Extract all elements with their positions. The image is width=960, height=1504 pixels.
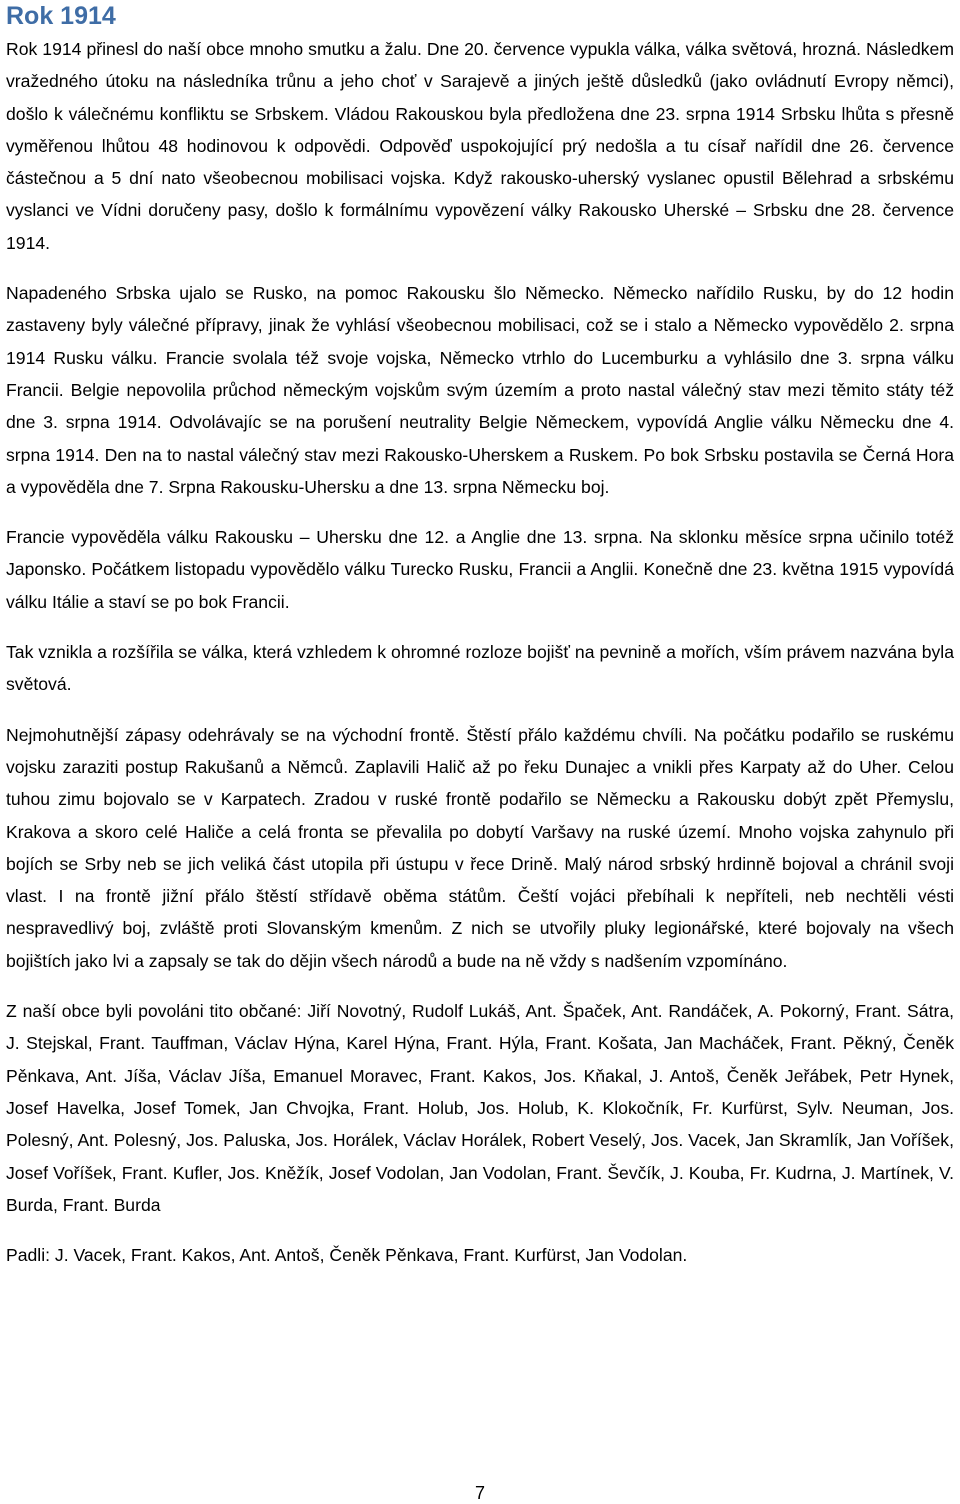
page-number: 7 [474, 1483, 485, 1503]
paragraph-declarations: Napadeného Srbska ujalo se Rusko, na pomoc Rakousku šlo Německo. Německo nařídilo Rusku, by do 12 hodin zastaveny byly válečné přípravy, jinak že vyhlásí všeobecnou mobilisaci, což se i stalo a Německo vypovědělo 2. srpna 1914 Rusku válku. Francie svolala též svoje vojska, Německo vtrhlo do Lucemburku a vyhlásilo dne 3. srpna válku Francii. Belgie nepovolila průchod německým vojskům svým územím a proto nastal válečný stav mezi těmito státy též dne 3. srpna 1914. Odvolávajíc se na porušení neutrality Belgie Německem, vypovídá Anglie válku Německu dne 4. srpna 1914. Den na to nastal válečný stav mezi Rakousko-Uherskem a Ruskem. Po bok Srbsku postavila se Černá Hora a vypověděla dne 7. Srpna Rakousku-Uhersku a dne 13. srpna Německu boj. [6, 283, 954, 497]
paragraph-conscripted-citizens: Z naší obce byli povoláni tito občané: Jiří Novotný, Rudolf Lukáš, Ant. Špaček, Ant. Randáček, A. Pokorný, Frant. Sátra, J. Stejskal, Frant. Tauffman, Václav Hýna, Karel Hýna, Frant. Hýla, Frant. Košata, Jan Macháček, Frant. Pěkný, Čeněk Pěnkava, Ant. Jíša, Václav Jíša, Emanuel Moravec, Frant. Kakos, Jos. Kňakal, J. Antoš, Čeněk Jeřábek, Petr Hynek, Josef Havelka, Josef Tomek, Jan Chvojka, Frant. Holub, Jos. Holub, K. Klokočník, Fr. Kurfürst, Sylv. Neuman, Jos. Polesný, Ant. Polesný, Jos. Paluska, Jos. Horálek, Václav Horálek, Robert Veselý, Jos. Vacek, Jan Skramlík, Jan Voříšek, Josef Voříšek, Frant. Kufler, Jos. Kněžík, Josef Vodolan, Jan Vodolan, Frant. Ševčík, J. Kouba, Fr. Kudrna, J. Martínek, V. Burda, Frant. Burda [6, 1001, 954, 1215]
paragraph-war-outbreak: Rok 1914 přinesl do naší obce mnoho smutku a žalu. Dne 20. července vypukla válka, válka světová, hrozná. Následkem vražedného útoku na následníka trůnu a jeho choť v Sarajevě a jiných ještě důsledků (jako ovládnutí Evropy němci), došlo k válečnému konfliktu se Srbskem. Vládou Rakouskou byla předložena dne 23. srpna 1914 Srbsku lhůta s přesně vyměřenou lhůtou 48 hodinovou k odpovědi. Odpověď uspokojující prý nedošla a tu císař nařídil dne 26. července částečnou a 5 dní nato všeobecnou mobilisaci vojska. Když rakousko-uherský vyslanec opustil Bělehrad a srbskému vyslanci ve Vídni doručeny pasy, došlo k formálnímu vypovězení války Rakousko Uherské – Srbsku dne 28. července 1914. [6, 39, 954, 253]
document-page [6, 0, 954, 1271]
paragraph-fallen: Padli: J. Vacek, Frant. Kakos, Ant. Antoš, Čeněk Pěnkava, Frant. Kurfürst, Jan Vodolan. [6, 1245, 688, 1266]
paragraph-further-declarations: Francie vypověděla válku Rakousku – Uhersku dne 12. a Anglie dne 13. srpna. Na sklonku měsíce srpna učinilo totéž Japonsko. Počátkem listopadu vypovědělo válku Turecko Rusku, Francii a Anglii. Konečně dne 23. května 1915 vypovídá válku Itálie a staví se po bok Francii. [6, 527, 954, 612]
page-title: Rok 1914 [6, 2, 116, 30]
paragraph-world-war: Tak vznikla a rozšířila se válka, která vzhledem k ohromné rozloze bojišť na pevnině a mořích, vším právem nazvána byla světová. [6, 642, 954, 695]
paragraph-eastern-front: Nejmohutnější zápasy odehrávaly se na východní frontě. Štěstí přálo každému chvíli. Na počátku podařilo se ruskému vojsku zaraziti postup Rakušanů a Němců. Zaplavili Halič až po řeku Dunajec a vnikli přes Karpaty až do Uher. Celou tuhou zimu bojovalo se v Karpatech. Zradou v ruské frontě podařilo se Německu a Rakousku dobýt zpět Přemyslu, Krakova a skoro celé Haliče a celá fronta se převalila po dobytí Varšavy na ruské území. Mnoho vojska zahynulo při bojích se Srby neb se jich veliká část utopila při ústupu v řece Drině. Malý národ srbský hrdinně bojoval a chránil svoji vlast. I na frontě jižní přálo štěstí střídavě oběma státům. Čeští vojáci přebíhali k nepříteli, neb nechtěli vésti nespravedlivý boj, zvláště proti Slovanským kmenům. Z nich se utvořily pluky legionářské, které bojovaly na všech bojištích jako lvi a zapsaly se tak do dějin všech národů a bude na ně vždy s nadšením vzpomínáno. [6, 724, 954, 971]
